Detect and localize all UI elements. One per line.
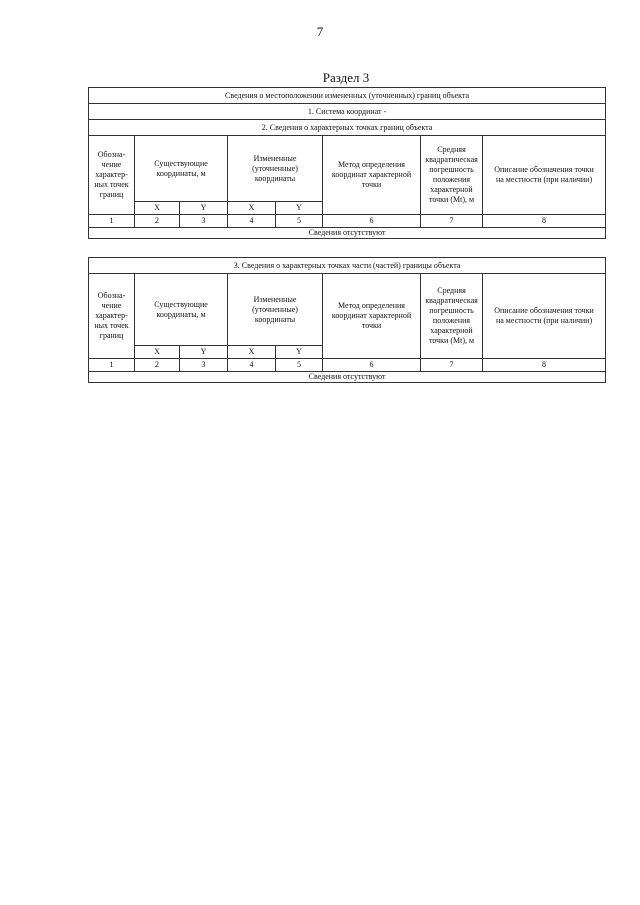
- column-number: 8: [483, 215, 606, 228]
- column-number: 7: [421, 359, 483, 372]
- header-method: Метод определения координат характерной точки: [323, 136, 421, 215]
- column-number: 3: [180, 359, 228, 372]
- xy-cell: Y: [276, 202, 323, 215]
- header-method: Метод определения координат характерной точки: [323, 274, 421, 359]
- no-data-note: Сведения отсутствуют: [89, 372, 606, 383]
- block3-title: 3. Сведения о характерных точках части (частей) границы объекта: [89, 258, 606, 274]
- xy-cell: X: [228, 346, 276, 359]
- column-number: 2: [135, 215, 180, 228]
- column-number: 8: [483, 359, 606, 372]
- boundary-parts-table: [88, 257, 606, 383]
- column-number: 5: [276, 215, 323, 228]
- no-data-note: Сведения отсутствуют: [89, 228, 606, 239]
- header-changed-coords: Измененные (уточненные) координаты: [228, 136, 323, 202]
- header-changed-coords: Измененные (уточненные) координаты: [228, 274, 323, 346]
- header-designation: Обозна- чение характер- ных точек границ: [89, 136, 135, 215]
- column-number: 6: [323, 359, 421, 372]
- header-description: Описание обозначения точки на местности (при наличии): [483, 136, 606, 215]
- column-number: 1: [89, 215, 135, 228]
- table-title: Сведения о местоположении измененных (уточненных) границ объекта: [89, 88, 606, 104]
- column-number: 5: [276, 359, 323, 372]
- coordinate-system: 1. Система координат -: [89, 104, 606, 120]
- column-number: 1: [89, 359, 135, 372]
- section-title: Раздел 3: [322, 70, 370, 85]
- column-number: 4: [228, 359, 276, 372]
- xy-cell: X: [135, 202, 180, 215]
- xy-cell: X: [135, 346, 180, 359]
- xy-cell: X: [228, 202, 276, 215]
- column-number: 7: [421, 215, 483, 228]
- column-number: 4: [228, 215, 276, 228]
- header-existing-coords: Существующие координаты, м: [135, 274, 228, 346]
- header-designation: Обозна- чение характер- ных точек границ: [89, 274, 135, 359]
- column-number: 2: [135, 359, 180, 372]
- xy-cell: Y: [180, 202, 228, 215]
- header-description: Описание обозначения точки на местности (при наличии): [483, 274, 606, 359]
- column-number: 6: [323, 215, 421, 228]
- column-number: 3: [180, 215, 228, 228]
- header-rmse: Средняя квадратическая погрешность положения характерной точки (Mt), м: [421, 136, 483, 215]
- header-rmse: Средняя квадратическая погрешность положения характерной точки (Mt), м: [421, 274, 483, 359]
- boundary-table: [88, 87, 606, 239]
- xy-cell: Y: [276, 346, 323, 359]
- page-number: 7: [316, 24, 324, 39]
- xy-cell: Y: [180, 346, 228, 359]
- block2-title: 2. Сведения о характерных точках границ объекта: [89, 120, 606, 136]
- header-existing-coords: Существующие координаты, м: [135, 136, 228, 202]
